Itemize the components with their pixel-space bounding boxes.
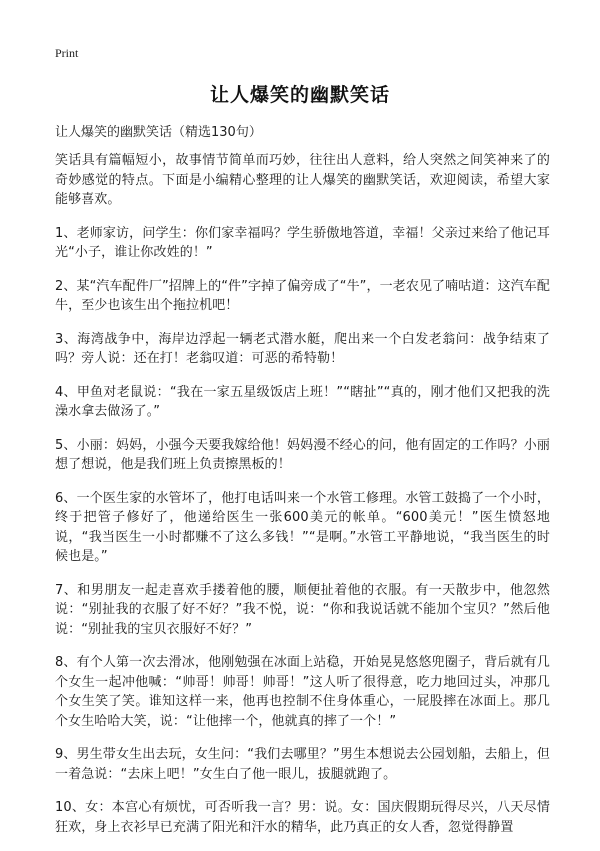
intro-paragraph: 笑话具有篇幅短小，故事情节简单而巧妙，往往出人意料，给人突然之间笑神来了的奇妙感觉的特点。下面是小编精心整理的让人爆笑的幽默笑话，欢迎阅读，希望大家能够喜欢。 [55, 153, 550, 207]
print-link[interactable]: Print [55, 46, 79, 60]
page-title: 让人爆笑的幽默笑话 [209, 84, 390, 106]
joke-paragraph-1: 1、老师家访，问学生：你们家幸福吗？学生骄傲地答道，幸福！父亲过来给了他记耳光“小子，谁让你改姓的！” [55, 225, 550, 260]
joke-paragraph-4: 4、甲鱼对老鼠说：“我在一家五星级饭店上班！”“瞎扯”“真的，刚才他们又把我的洗澡水拿去做汤了。” [55, 384, 550, 419]
joke-paragraph-5: 5、小丽：妈妈，小强今天要我嫁给他！妈妈漫不经心的问，他有固定的工作吗？小丽想了想说，他是我们班上负责擦黑板的！ [55, 437, 550, 472]
joke-paragraph-7: 7、和男朋友一起走喜欢手搂着他的腰，顺便扯着他的衣服。有一天散步中，他忽然说：“别扯我的衣服了好不好？”我不悦，说：“你和我说话就不能加个宝贝？”然后他说：“别扯我的宝贝衣服好不好？” [55, 582, 550, 637]
joke-paragraph-6: 6、一个医生家的水管坏了，他打电话叫来一个水管工修理。水管工鼓捣了一个小时，终于把管子修好了，他递给医生一张600美元的帐单。“600美元！”医生愤怒地说，“我当医生一小时都赚不了这么多钱！”“是啊。”水管工平静地说，“我当医生的时候也是。” [55, 490, 550, 564]
joke-paragraph-9: 9、男生带女生出去玩，女生问：“我们去哪里？”男生本想说去公园划船，去船上，但一着急说：“去床上吧！”女生白了他一眼儿，拔腿就跑了。 [55, 747, 550, 782]
joke-paragraph-10: 10、女：本宫心有烦忧，可否听我一言？男：说。女：国庆假期玩得尽兴，八天尽情狂欢，身上衣衫早已充满了阳光和汗水的精华，此乃真正的女人香，忽觉得静置 [55, 800, 550, 835]
document-subtitle: 让人爆笑的幽默笑话（精选130句） [55, 125, 262, 140]
joke-paragraph-8: 8、有个人第一次去滑冰，他刚勉强在冰面上站稳，开始晃晃悠悠兜圈子，背后就有几个女生一起冲他喊：“帅哥！帅哥！帅哥！”这人听了很得意，吃力地回过头，冲那几个女生笑了笑。谁知这样一来，他再也控制不住身体重心，一屁股摔在冰面上。那几个女生哈哈大笑，说：“让他摔一个，他就真的摔了一个！” [55, 655, 550, 729]
joke-paragraph-3: 3、海湾战争中，海岸边浮起一辆老式潜水艇，爬出来一个白发老翁问：战争结束了吗？旁人说：还在打！老翁叹道：可恶的希特勒！ [55, 331, 550, 366]
article-body [55, 151, 550, 851]
joke-paragraph-2: 2、某“汽车配件厂”招牌上的“件”字掉了偏旁成了“牛”，一老农见了喃咕道：这汽车配牛，至少也该生出个拖拉机吧！ [55, 278, 550, 313]
